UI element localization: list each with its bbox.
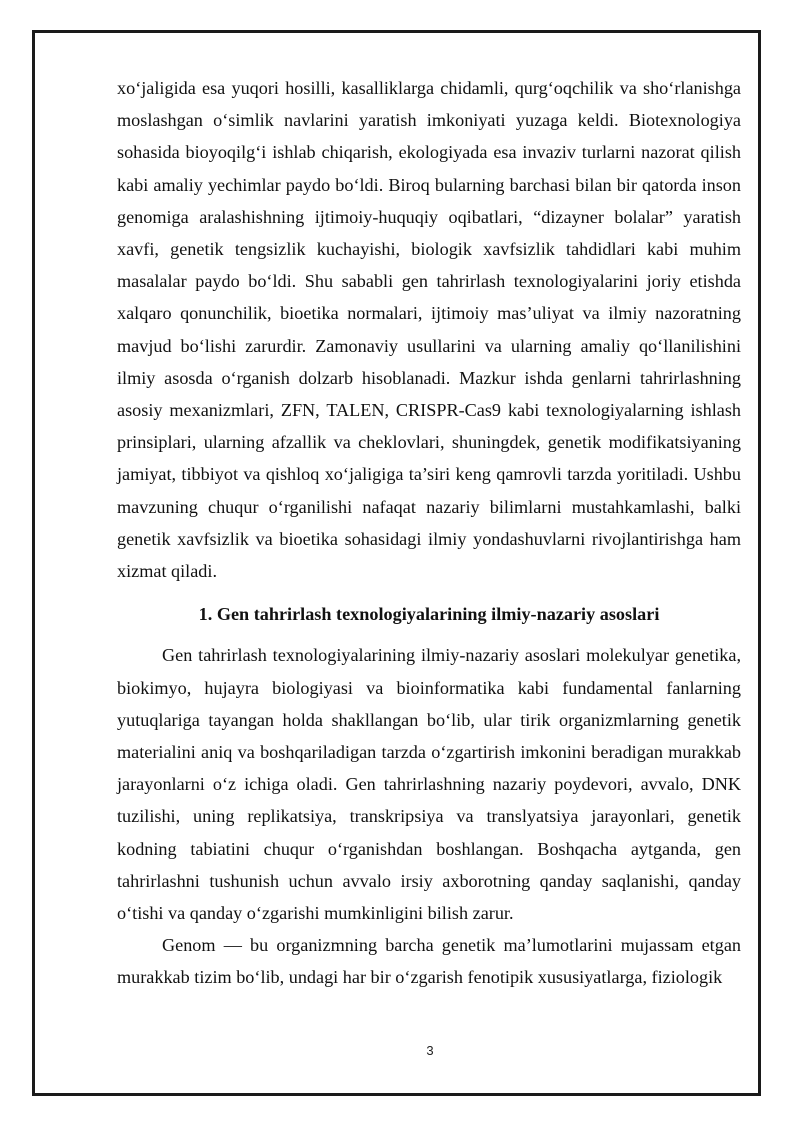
body-paragraph-continued: xo‘jaligida esa yuqori hosilli, kasalliklarga chidamli, qurg‘oqchilik va sho‘rlanishga moslashgan o‘simlik navlarini yaratish imkoniyati yuzaga keldi. Biotexnologiya sohasida bioyoqilg‘i ishlab chiqarish, ekologiyada esa invaziv turlarni nazorat qilish kabi amaliy yechimlar paydo bo‘ldi. Biroq bularning barchasi bilan bir qatorda inson genomiga aralashishning ijtimoiy-huquqiy oqibatlari, “dizayner bolalar” yaratish xavfi, genetik tengsizlik kuchayishi, biologik xavfsizlik tahdidlari kabi muhim masalalar paydo bo‘ldi. Shu sababli gen tahrirlash texnologiyalarini joriy etishda xalqaro qonunchilik, bioetika normalari, ijtimoiy mas’uliyat va ilmiy nazoratning mavjud bo‘lishi zarurdir. Zamonaviy usullarini va ularning amaliy qo‘llanilishini ilmiy asosda o‘rganish dolzarb hisoblanadi. Mazkur ishda genlarni tahrirlashning asosiy mexanizmlari, ZFN, TALEN, CRISPR-Cas9 kabi texnologiyalarning ishlash prinsiplari, ularning afzallik va cheklovlari, shuningdek, genetik modifikatsiyaning jamiyat, tibbiyot va qishloq xo‘jaligiga ta’siri keng qamrovli tarzda yoritiladi. Ushbu mavzuning chuqur o‘rganilishi nafaqat nazariy bilimlarni mustahkamlashi, balki genetik xavfsizlik va bioetika sohasidagi ilmiy yondashuvlarni rivojlantirishga ham xizmat qiladi.	[117, 78, 741, 582]
body-paragraph-1: Gen tahrirlash texnologiyalarining ilmiy-nazariy asoslari molekulyar genetika, biokimyo, hujayra biologiyasi va bioinformatika kabi fundamental fanlarning yutuqlariga tayangan holda shakllangan bo‘lib, ular tirik organizmlarning genetik materialini aniq va boshqariladigan tarzda o‘zgartirish imkonini beradigan murakkab jarayonlarni o‘z ichiga oladi. Gen tahrirlashning nazariy poydevori, avvalo, DNK tuzilishi, uning replikatsiya, transkripsiya va translyatsiya jarayonlari, genetik kodning tabiatini chuqur o‘rganishdan boshlangan. Boshqacha aytganda, gen tahrirlashni tushunish uchun avvalo irsiy axborotning qanday saqlanishi, qanday o‘tishi va qanday o‘zgarishi mumkinligini bilish zarur.	[117, 645, 741, 924]
document-body	[117, 72, 741, 994]
body-paragraph-2: Genom — bu organizmning barcha genetik ma’lumotlarini mujassam etgan murakkab tizim bo‘lib, undagi har bir o‘zgarish fenotipik xususiyatlarga, fiziologik	[117, 935, 741, 988]
page-number: 3	[426, 1043, 434, 1058]
section-heading: 1. Gen tahrirlash texnologiyalarining ilmiy-nazariy asoslari	[198, 604, 660, 625]
